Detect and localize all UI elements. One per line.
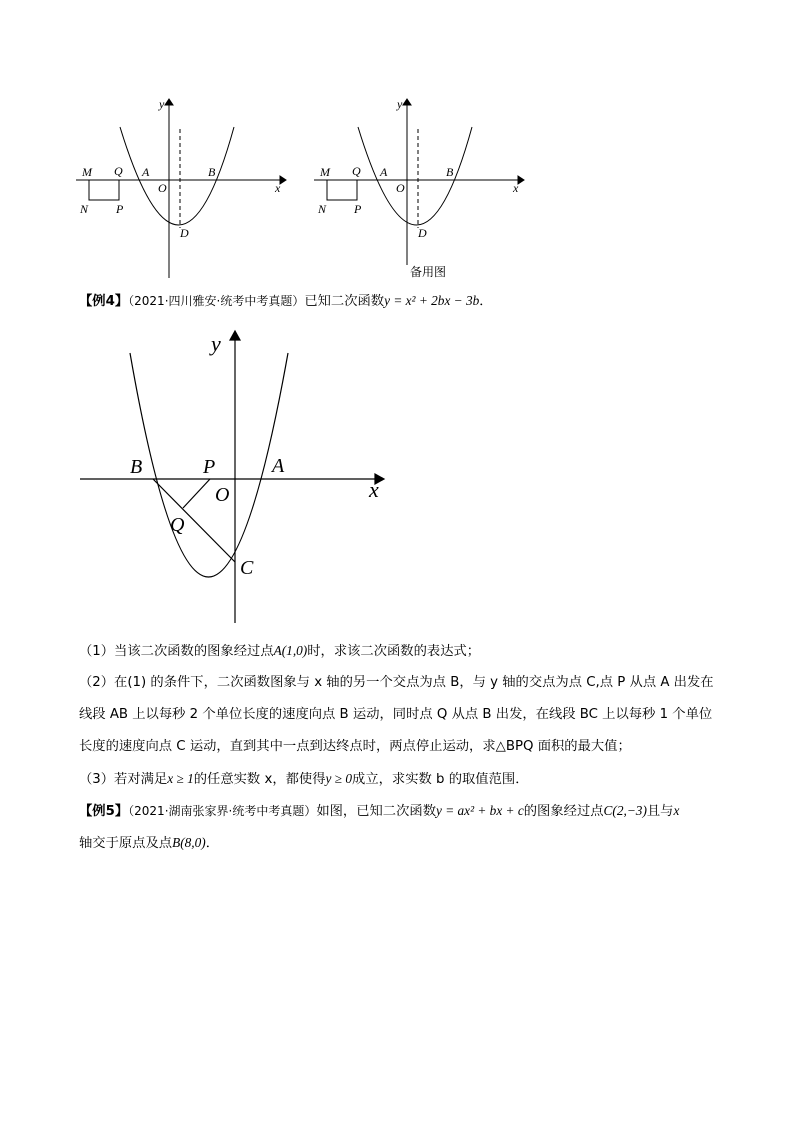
label-a: A bbox=[142, 165, 150, 179]
x-variable: x bbox=[673, 803, 680, 818]
figure-1 bbox=[70, 95, 300, 285]
question-1 bbox=[79, 641, 480, 662]
label-b: B bbox=[130, 456, 143, 478]
question-3 bbox=[79, 769, 529, 790]
y-axis-arrow bbox=[403, 99, 411, 105]
parabola bbox=[120, 127, 234, 225]
example5-text-3: 且与 bbox=[646, 804, 674, 819]
label-a: A bbox=[272, 455, 285, 477]
example4-statement bbox=[79, 291, 493, 312]
function-formula: y = ax² + bx + c bbox=[436, 803, 524, 818]
example5-line2-suffix: ． bbox=[205, 836, 219, 851]
parabola bbox=[358, 127, 472, 225]
example5-line2-prefix: 轴交于原点及点 bbox=[79, 836, 173, 851]
example-source: （2021·湖南张家界·统考中考真题） bbox=[128, 804, 317, 818]
q1-suffix: 时，求该二次函数的表达式； bbox=[307, 644, 481, 659]
figure-2 bbox=[308, 95, 538, 285]
point-b: B(8,0) bbox=[172, 835, 206, 850]
x-axis-arrow bbox=[280, 176, 286, 184]
segment-pq bbox=[183, 479, 210, 508]
label-n: N bbox=[318, 202, 327, 216]
point-c: C(2,−3) bbox=[603, 803, 647, 818]
q3-cond-y: y ≥ 0 bbox=[325, 771, 353, 786]
label-d: D bbox=[180, 226, 189, 240]
function-formula: y = x² + 2bx − 3b bbox=[384, 293, 480, 308]
example5-line-2 bbox=[79, 833, 219, 854]
label-m: M bbox=[82, 165, 92, 179]
example-source: （2021·四川雅安·统考中考真题） bbox=[128, 294, 305, 308]
label-p: P bbox=[203, 456, 216, 478]
label-p: P bbox=[354, 202, 362, 216]
x-axis-arrow bbox=[518, 176, 524, 184]
label-y: y bbox=[397, 97, 403, 111]
label-m: M bbox=[320, 165, 330, 179]
q1-prefix: （1）当该二次函数的图象经过点 bbox=[79, 644, 274, 659]
example5-text-2: 的图象经过点 bbox=[523, 804, 604, 819]
label-q: Q bbox=[352, 164, 361, 178]
q1-point: A(1,0) bbox=[273, 643, 308, 658]
example5-line-1 bbox=[79, 801, 679, 822]
label-c: C bbox=[240, 557, 254, 579]
figure-3 bbox=[75, 325, 395, 630]
y-axis-arrow bbox=[230, 331, 240, 340]
figure-caption: 备用图 bbox=[410, 265, 447, 279]
label-x: x bbox=[513, 181, 519, 195]
label-o: O bbox=[158, 181, 167, 195]
label-x: x bbox=[369, 477, 379, 502]
q3-mid: 的任意实数 x，都使得 bbox=[193, 772, 326, 787]
question-2-line-2: 线段 AB 上以每秒 2 个单位长度的速度向点 B 运动，同时点 Q 从点 B 出发，在线段 BC 上以每秒 1 个单位 bbox=[79, 707, 713, 722]
label-o: O bbox=[215, 484, 230, 506]
example-tag: 【例4】 bbox=[79, 294, 129, 309]
q3-prefix: （3）若对满足 bbox=[79, 772, 168, 787]
y-axis-arrow bbox=[165, 99, 173, 105]
label-x: x bbox=[275, 181, 281, 195]
label-y: y bbox=[159, 97, 165, 111]
q3-cond-x: x ≥ 1 bbox=[167, 771, 194, 786]
example-tag: 【例5】 bbox=[79, 804, 129, 819]
question-2-line-3: 长度的速度向点 C 运动，直到其中一点到达终点时，两点停止运动，求△BPQ 面积的最大值； bbox=[79, 739, 631, 754]
label-a: A bbox=[380, 165, 388, 179]
label-n: N bbox=[80, 202, 89, 216]
square-mnpq bbox=[327, 180, 357, 200]
label-b: B bbox=[208, 165, 216, 179]
statement-end: ． bbox=[479, 294, 493, 309]
label-p: P bbox=[116, 202, 124, 216]
square-mnpq bbox=[89, 180, 119, 200]
label-d: D bbox=[418, 226, 427, 240]
label-y: y bbox=[211, 331, 221, 356]
label-b: B bbox=[446, 165, 454, 179]
statement-text: 已知二次函数 bbox=[304, 294, 385, 309]
example5-text-1: 如图，已知二次函数 bbox=[316, 804, 436, 819]
q3-suffix: 成立，求实数 b 的取值范围． bbox=[352, 772, 529, 787]
question-2-line-1: （2）在(1) 的条件下，二次函数图象与 x 轴的另一个交点为点 B，与 y 轴的交点为点 C,点 P 从点 A 出发在 bbox=[79, 675, 714, 690]
label-o: O bbox=[396, 181, 405, 195]
label-q: Q bbox=[170, 514, 185, 536]
label-q: Q bbox=[114, 164, 123, 178]
